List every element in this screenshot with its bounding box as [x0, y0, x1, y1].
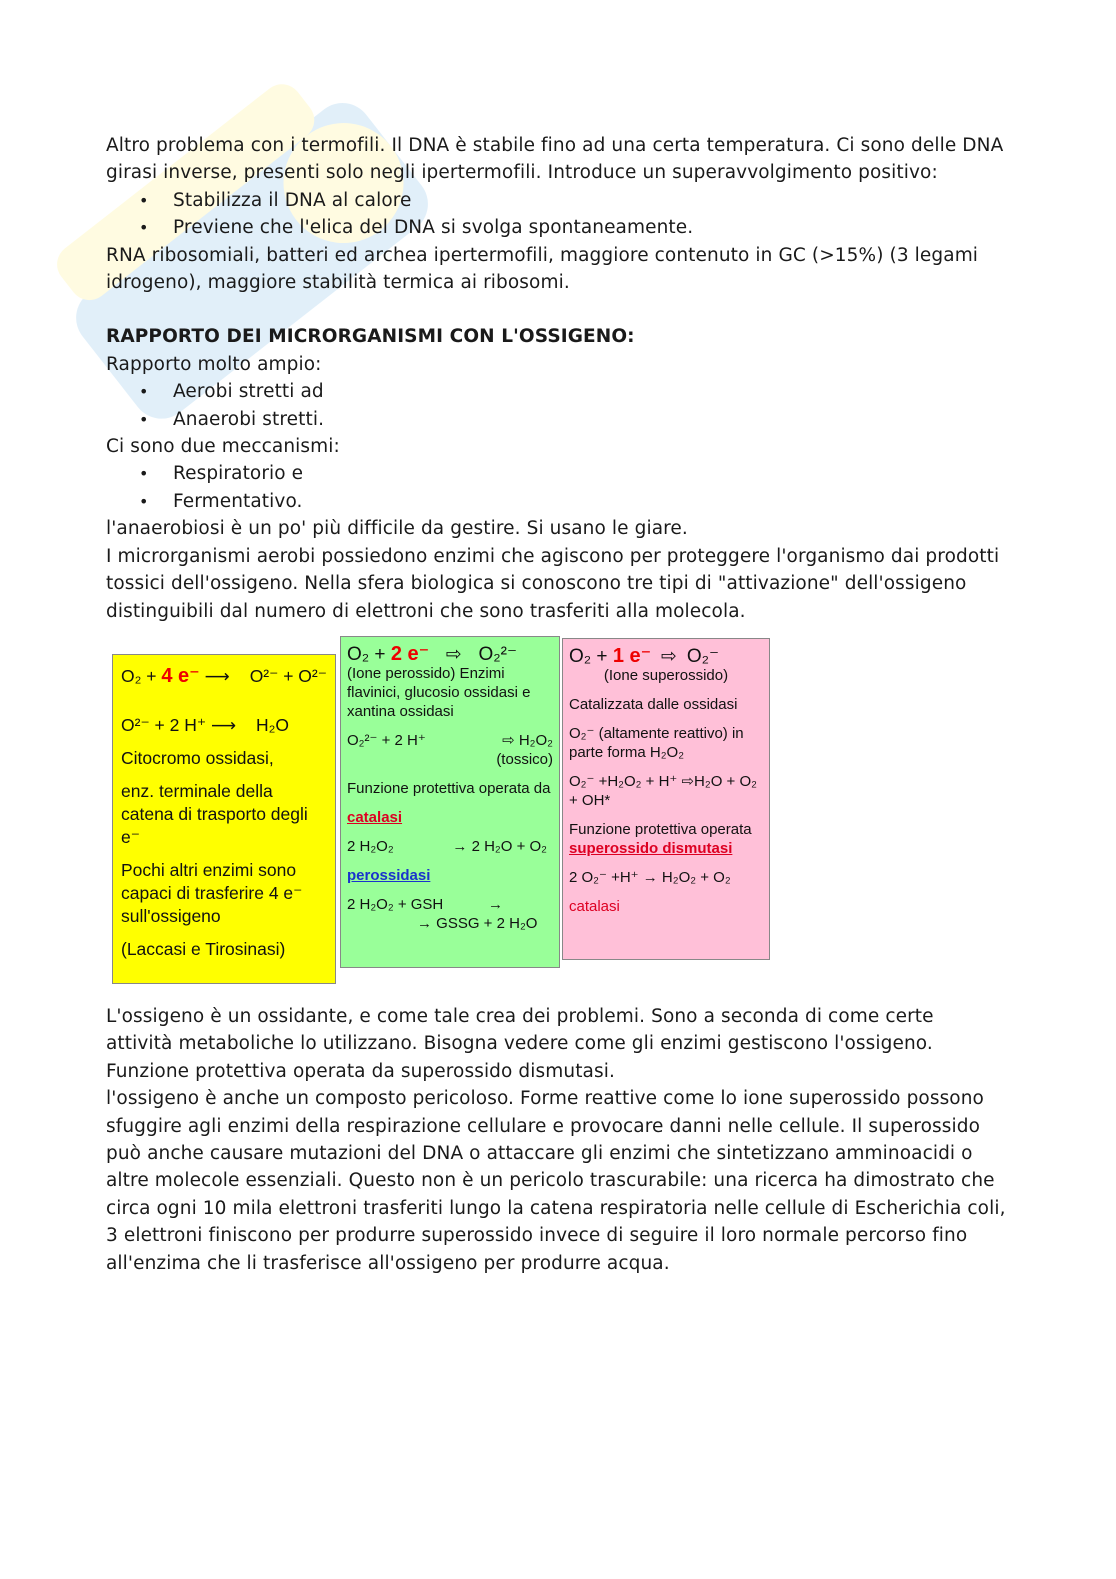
equation-product: O²⁻ + O²⁻ — [249, 666, 327, 686]
equation-text: O²⁻ + 2 H⁺ — [121, 715, 207, 735]
electron-count: 4 e⁻ — [161, 665, 200, 687]
ion-description: (Ione superossido) — [603, 667, 729, 684]
equation-text: O₂²⁻ + 2 H⁺ — [347, 732, 426, 749]
enzyme-name: Citocromo ossidasi, — [121, 748, 274, 768]
protective-function: Funzione protettiva operata — [569, 821, 752, 838]
two-electron-equation — [347, 645, 517, 664]
paragraph: Funzione protettiva operata da superossido dismutasi. — [106, 1060, 615, 1082]
equation-product: O₂²⁻ — [478, 644, 517, 665]
catalyzed-by: Catalizzata dalle ossidasi — [569, 696, 738, 713]
list-item: • Fermentativo. — [106, 488, 1006, 515]
list-item: • Anaerobi stretti. — [106, 406, 1006, 433]
dismutation-equation: 2 O₂⁻ +H⁺ → H₂O₂ + O₂ — [569, 869, 731, 886]
electron-count: 2 e⁻ — [390, 643, 430, 665]
toxic-note: (tossico) — [496, 751, 553, 768]
list-item: • Respiratorio e — [106, 460, 1006, 487]
paragraph: L'ossigeno è un ossidante, e come tale crea dei problemi. Sono a seconda di come certe attività metaboliche lo utilizzano. Bisogna vedere come gli enzimi gestiscono l'ossigeno. — [106, 1005, 934, 1055]
catalasi-label: catalasi — [569, 898, 620, 915]
catalasi-label: catalasi — [347, 809, 403, 826]
enzyme-description: enz. terminale della catena di trasporto degli e⁻ — [121, 781, 308, 847]
equation-text: O₂ + — [569, 646, 613, 667]
arrow-icon: → — [488, 896, 503, 913]
protective-function: Funzione protettiva operata da — [347, 780, 551, 797]
perossidasi-equation — [347, 895, 553, 914]
arrow-icon: ⟶ — [204, 666, 230, 686]
equation-product: H₂O — [255, 715, 289, 735]
list-item: • Stabilizza il DNA al calore — [106, 187, 1006, 214]
perossidasi-label: perossidasi — [347, 867, 431, 884]
electron-count: 1 e⁻ — [612, 645, 652, 667]
equation-product: → 2 H₂O + O₂ — [452, 838, 547, 855]
equation-product: O₂⁻ — [686, 646, 719, 667]
bullet-list — [106, 378, 1006, 433]
arrow-icon: ⟶ — [210, 715, 237, 735]
one-electron-panel — [562, 638, 770, 960]
list-item: • Previene che l'elica del DNA si svolga spontaneamente. — [106, 214, 1006, 241]
oxygen-activation-diagram — [112, 636, 770, 986]
catalasi-equation — [347, 837, 553, 856]
ion-description: (Ione perossido) Enzimi flavinici, glucosio ossidasi e xantina ossidasi — [347, 665, 531, 720]
arrow-icon: ⇨ — [445, 644, 462, 665]
equation-product: → GSSG + 2 H₂O — [417, 915, 538, 932]
equation-product: ⇨ H₂O₂ — [502, 732, 553, 749]
equation-text: O₂ + — [121, 666, 162, 686]
peroxide-equation — [347, 731, 553, 750]
section-heading: RAPPORTO DEI MICRORGANISMI CON L'OSSIGENO: — [106, 326, 635, 348]
paragraph: Altro problema con i termofili. Il DNA è stabile fino ad una certa temperatura. Ci sono delle DNA girasi inverse, presenti solo negli ipertermofili. Introduce un superavvolgimento positivo: — [106, 135, 1004, 184]
paragraph: Rapporto molto ampio: — [106, 353, 322, 375]
reactive-note: O₂⁻ (altamente reattivo) in parte forma H₂O₂ — [569, 725, 744, 761]
equation-text: 2 H₂O₂ + GSH — [347, 896, 444, 913]
one-electron-equation — [569, 647, 719, 666]
equation-text: 2 H₂O₂ — [347, 838, 394, 855]
paragraph: RNA ribosomiali, batteri ed archea ipertermofili, maggiore contenuto in GC (>15%) (3 legami idrogeno), maggiore stabilità termica ai ribosomi. — [106, 244, 979, 294]
list-item: • Aerobi stretti ad — [106, 378, 1006, 405]
sod-label: superossido dismutasi — [569, 840, 733, 857]
bullet-list — [106, 187, 1006, 242]
paragraph: I microrganismi aerobi possiedono enzimi che agiscono per proteggere l'organismo dai prodotti tossici dell'ossigeno. Nella sfera biologica si conoscono tre tipi di "attivazione" dell'ossigeno distinguibili dal numero di elettroni che sono trasferiti alla molecola. — [106, 545, 1000, 622]
water-equation — [121, 714, 327, 737]
paragraph: Ci sono due meccanismi: — [106, 436, 340, 458]
bullet-list — [106, 460, 1006, 515]
enzyme-note: Pochi altri enzimi sono capaci di trasferire 4 e⁻ sull'ossigeno — [121, 860, 303, 926]
equation-text: O₂ + — [347, 644, 391, 665]
four-electron-panel — [112, 654, 336, 984]
arrow-icon: ⇨ — [661, 646, 677, 667]
superoxide-equation: O₂⁻ +H₂O₂ + H⁺ ⇨H₂O + O₂ + OH* — [569, 773, 757, 809]
four-electron-equation — [121, 665, 327, 688]
paragraph: l'anaerobiosi è un po' più difficile da gestire. Si usano le giare. — [106, 518, 688, 540]
enzyme-examples: (Laccasi e Tirosinasi) — [121, 939, 286, 959]
two-electron-panel — [340, 636, 560, 968]
paragraph: l'ossigeno è anche un composto pericoloso. Forme reattive come lo ione superossido possono sfuggire agli enzimi della respirazione cellulare e provocare danni nelle cellule. Il superossido può anche causare mutazioni del DNA o attaccare gli enzimi che sintetizzano amminoacidi o altre molecole essenziali. Questo non è un pericolo trascurabile: una ricerca ha dimostrato che circa ogni 10 mila elettroni trasferiti lungo la catena respiratoria nelle cellule di Escherichia coli, 3 elettroni finiscono per produrre superossido invece di seguire il loro normale percorso fino all'enzima che li trasferisce all'ossigeno per produrre acqua. — [106, 1088, 1006, 1274]
